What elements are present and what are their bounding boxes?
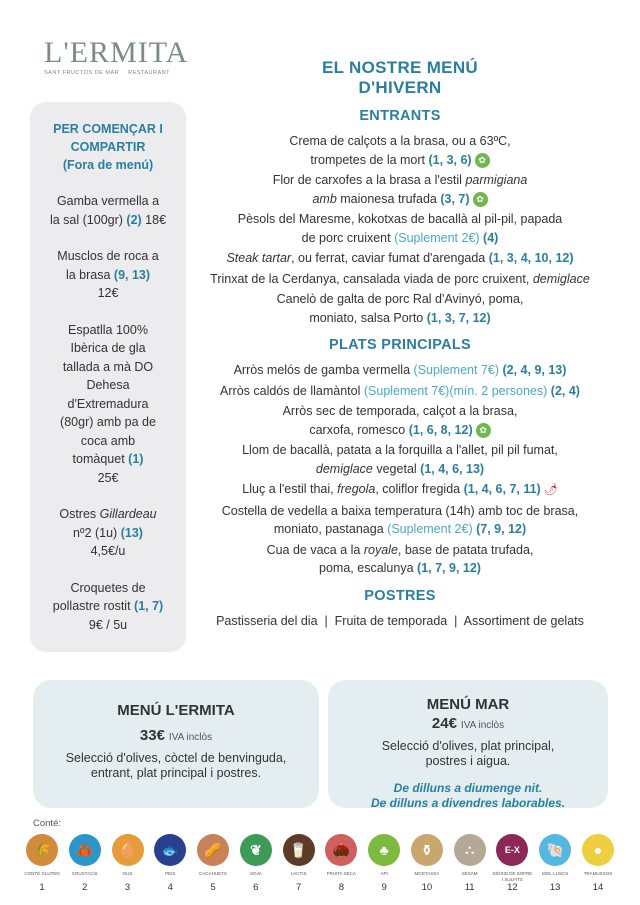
item-text: la brasa [65,267,111,282]
allergen-number: 2 [82,882,88,893]
item-price: 25€ [97,470,119,485]
allergen-icon: ● [582,834,614,866]
availability-line: De dilluns a divendres laborables. [370,796,566,810]
item-text: Gamba vermella a [56,194,160,208]
menu-ermita-title: MENÚ L'ERMITA [117,702,235,719]
allergen-name: CONTÉ GLUTEN [24,871,60,876]
dish-text-italic: demiglace [532,271,590,286]
allergen-name: CACAHUETS [199,871,227,876]
item-text: la sal (100gr) [49,212,123,227]
dish-text: moniato, pastanaga [273,522,384,536]
allergen-icon: 🥛 [283,834,315,866]
supplement: (Suplement 2€) [394,230,480,245]
menu-mar-availability [328,781,608,811]
dish-text: poma, escalunya [319,561,414,575]
dish-text: trompetes de la mort [310,152,426,167]
sidebar-item-ostres [36,505,180,561]
item-text: Ibèrica de gla [70,341,146,355]
allergen-icon: ∴ [454,834,486,866]
item-text: nº2 (1u) [73,525,118,540]
allergen-item [321,834,361,893]
allergen-icon: E-X [496,834,528,866]
allergen-number: 12 [507,882,518,893]
dish [190,290,610,327]
allergen-item [65,834,105,893]
dish [190,171,610,208]
allergen-name: API [380,871,388,876]
allergen-icon: 🥜 [197,834,229,866]
dish-text: maionesa trufada [340,191,437,206]
item-text: Ostres [59,507,97,521]
allergen-name: OUS [122,871,133,876]
item-text: coca amb [80,433,136,448]
allergen-codes: (1, 3, 4, 10, 12) [488,251,574,265]
dish-text: Lluç a l'estil thai, [242,482,334,496]
allergen-item [108,834,148,893]
dish-text-italic: parmigiana [465,173,528,187]
dish-text: Cua de vaca a la [266,542,361,557]
allergen-codes: (1, 3, 7, 12) [426,310,491,325]
dish [190,480,610,500]
sidebar-title [36,120,180,174]
allergen-icon: 🐚 [539,834,571,866]
allergen-number: 8 [338,882,344,893]
dish-text: Llom de bacallà, patata a la forquilla a l'allet, pil pil fumat, [242,443,558,457]
sidebar-title-line: COMPARTIR [70,140,146,154]
allergen-codes: (2, 4) [550,383,580,398]
allergen-item [450,834,490,893]
section-title-principals: PLATS PRINCIPALS [328,337,472,353]
allergen-name: MOSTASSA [414,871,440,876]
dish-text: Trinxat de la Cerdanya, cansalada viada de porc cruixent, [210,271,530,286]
menu-mar-box [328,680,608,808]
allergen-icon: ⚱ [411,834,443,866]
dish-text: vegetal [376,461,417,476]
item-text: d'Extremadura [67,396,149,411]
logo-type: RESTAURANT [128,70,170,76]
dish [190,210,610,247]
allergen-name: SÈSAM [461,871,478,876]
dish [190,441,610,478]
dish-text: Arròs melós de gamba vermella [233,363,411,377]
allergen-codes: (7, 9, 12) [476,522,527,536]
dish-text: Flor de carxofes a la brasa a l'estil [272,173,462,187]
allergen-codes: (2, 4, 9, 13) [502,363,567,377]
menu-mar-desc: postres i aigua. [425,754,511,768]
dish-text: Arròs sec de temporada, calçot a la brasa, [282,404,518,418]
item-text: Croquetes de [70,580,146,595]
allergen-item [492,834,532,893]
allergen-number: 7 [295,882,302,893]
allergen-name: LACTIS [290,871,307,876]
vegetarian-icon: ✿ [475,153,490,168]
desserts-line: Pastisseria del dia | Fruita de temporada | Assortiment de gelats [216,613,584,628]
section-title-postres: POSTRES [364,587,436,604]
item-text: Dehesa [86,378,130,392]
allergen-number: 1 [39,882,45,893]
item-price: 12€ [97,286,119,300]
item-text-italic: Gillardeau [99,507,157,521]
allergen-codes: (1, 6, 8, 12) [408,422,473,437]
logo-name: L'ERMITA [44,36,189,69]
menu-ermita-box [33,680,319,808]
menu-mar-title: MENÚ MAR [426,696,510,713]
item-text: (80gr) amb pa de [60,415,156,429]
item-price: 4,5€/u [90,544,126,558]
supplement: (Suplement 7€)(mín. 2 persones) [363,383,548,398]
vat-note: IVA inclòs [168,732,213,743]
allergen-codes: (4) [483,230,499,245]
allergen-number: 5 [210,882,216,893]
allergen-number: 9 [381,882,387,893]
availability-line: De dilluns a diumenge nit. [393,781,543,795]
allergen-icon: 🌾 [26,834,58,866]
allergen-codes: (1, 3, 6) [428,152,472,167]
allergen-codes: (1, 7) [134,599,164,613]
allergen-name: MOL·LUSCS [542,871,569,876]
allergen-icon: ♣ [368,834,400,866]
dish-text-italic: fregola [337,482,376,496]
allergen-item [193,834,233,893]
logo-location: SANT FRUCTÓS DE MAR [44,70,120,76]
allergen-codes: (3, 7) [440,191,470,206]
dish-text: de porc cruixent [301,230,391,245]
sidebar-item-croquetes [36,579,180,635]
item-text: pollastre rostit [52,599,131,613]
dish-text: Arròs caldós de llamàntol [220,383,361,398]
allergen-codes: (2) [126,212,142,227]
menu-ermita-desc: entrant, plat principal i postres. [90,766,262,780]
dish-text-italic: Steak tartar [226,251,292,265]
item-price: 9€ / 5u [88,617,128,632]
page-title: EL NOSTRE MENÚ D'HIVERN [322,58,478,97]
allergen-item [578,834,618,893]
menu-ermita-desc: Selecció d'olives, còctel de benvinguda, [65,751,287,765]
allergen-item [279,834,319,893]
allergen-icon: 🥚 [112,834,144,866]
allergen-number: 14 [592,882,604,893]
item-text: Musclos de roca a [57,249,159,263]
supplement: (Suplement 7€) [413,363,499,377]
allergen-number: 6 [253,882,259,893]
allergen-item [535,834,575,893]
dish [190,402,610,439]
dish-text: , ou ferrat, caviar fumat d'arengada [291,251,486,265]
allergen-codes: (13) [120,525,143,540]
allergen-name: SOJA [249,871,262,876]
item-price: 18€ [145,212,167,227]
allergen-name: PEIX [165,871,176,876]
dish-text: moniato, salsa Porto [309,310,424,325]
allergen-item [407,834,447,893]
allergen-codes: (1, 4, 6, 7, 11) [463,482,541,496]
dish-text: carxofa, romesco [309,422,406,437]
allergen-codes: (1, 4, 6, 13) [420,461,485,476]
allergen-name: FRUITA SECA [326,871,356,876]
allergen-number: 11 [464,882,475,893]
dish-text: Costella de vedella a baixa temperatura (14h) amb toc de brasa, [221,503,579,518]
sidebar-item-espatlla [36,321,180,488]
allergen-item [22,834,62,893]
chili-icon: 🌶 [543,484,558,496]
allergen-legend [22,834,618,893]
dish [190,361,610,380]
restaurant-logo [44,36,189,78]
allergen-codes: (9, 13) [113,267,151,282]
item-text: tomàquet [72,452,125,466]
allergen-number: 3 [124,882,131,893]
allergen-name: TRAMUSSOS [583,871,613,876]
allergen-codes: (1, 7, 9, 12) [417,561,481,575]
sidebar-title-line: (Fora de menú) [62,158,154,172]
sidebar-title-line: PER COMENÇAR I [53,122,163,136]
allergen-item [150,834,190,893]
menu-mar-price: 24€ [431,715,457,732]
menu-mar-desc: Selecció d'olives, plat principal, [381,739,555,753]
contains-label: Conté: [33,818,61,829]
supplement: (Suplement 2€) [387,522,473,536]
sidebar-item-musclos [36,247,180,303]
item-text: tallada a mà DO [62,359,154,374]
starters-sidebar [30,102,186,652]
dish-text-italic: royale [363,542,398,557]
dish-text-italic: demiglace [315,461,373,476]
sidebar-item-gamba [36,192,180,229]
allergen-icon: 🦀 [69,834,101,866]
allergen-number: 4 [167,882,173,893]
allergen-item [364,834,404,893]
dish [190,270,610,289]
dish-text: , base de patata trufada, [397,542,534,557]
allergen-icon: 🐟 [154,834,186,866]
allergen-codes: (1) [128,452,144,466]
dish [190,249,610,268]
dish-text: Pèsols del Maresme, kokotxas de bacallà al pil-pil, papada [237,212,563,226]
vegetarian-icon: ✿ [476,423,491,438]
vegetarian-icon: ✿ [473,192,488,207]
dish-text: , coliflor fregida [375,482,461,496]
main-menu [190,100,610,630]
section-title-entrants: ENTRANTS [359,108,441,124]
dish [190,541,610,578]
item-text: Espatlla 100% [68,322,148,337]
dish-text: Canelò de galta de porc Ral d'Avinyó, poma, [276,292,524,306]
allergen-item [236,834,276,893]
dish-text: Crema de calçots a la brasa, ou a 63ºC, [289,134,511,148]
dish-text-italic: amb [312,191,337,206]
allergen-name: DIÒXID DE SOFRE I SULFITS [492,871,533,882]
allergen-number: 13 [549,882,561,893]
allergen-name: CRUSTACIS [71,871,98,876]
vat-note: IVA inclòs [460,720,505,731]
allergen-icon: 🌰 [325,834,357,866]
dish [190,502,610,539]
menu-ermita-price: 33€ [139,727,165,744]
dish [190,382,610,401]
allergen-icon: ❦ [240,834,272,866]
dish [190,132,610,169]
allergen-number: 10 [421,882,433,893]
